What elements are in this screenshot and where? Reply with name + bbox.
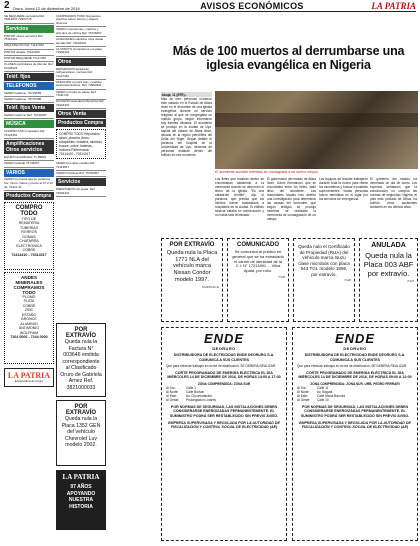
photo-detail [215,113,418,127]
box-ref: H.126 [344,279,351,282]
comunicado-box [227,238,289,322]
andes-minerales-box [4,272,54,364]
box-line: BRONCE [21,317,37,322]
box-line: ALUMINIO [20,321,38,326]
zone-row: Al Oeste: Calle 10 [297,398,329,403]
list-item: VENDO teléfono. 76723655 [4,91,54,97]
notice-cut: CORTE PROGRAMADO DE ENERGÍA ELÉCTRICA EL DÍA MIÉRCOLES 14 DE DICIEMBRE DE 2016, DE HORAS 14:00 A 17:00 [167,370,281,380]
list-item: PINTOR ofrece servicios Ref: 75410321 [4,34,54,44]
la-patria-logo-small [4,368,54,387]
category-heading: Amplificaciones Otros servicios [4,140,54,154]
section-title: AVISOS ECONÓMICOS [200,1,304,11]
list-item: VENDO bicicleta Ref: 76766057 [56,171,106,177]
category-heading: VARIOS [4,169,54,177]
page-header [4,0,416,12]
logo-subtitle: El periódico de Oruro [14,379,44,383]
zone-row: Al Este: Av. Circunvalación [166,394,213,399]
category-heading: TELEFONOS [4,82,54,90]
box-line: TIPO DE [21,217,37,221]
box-line: ZINC [24,308,34,313]
list-item: ALMACENES calzados ropa usada tiendas Ref: 72904331 [56,37,106,47]
list-item: VENDO teléfono Ref: 76746057 [4,113,54,119]
classifieds-column-1 [4,14,54,387]
box-body [7,217,51,257]
box-ref: H.124/TA-V1-13 [201,285,219,289]
list-item: VENDO impresiones, cuadros y artículos de oficina Ref: 76746057 [56,27,106,37]
box-body: Queda nula la Placa 003 ABF por extravío. [363,251,414,278]
news-text: El gobierno del estado ha decretado un día de duelo. Los expertos señalaron que la construcción no cumplía las normas de seguridad. Nigeria, el país más poblado de África, ha sufrido otros accidentes similares en los últimos años. [370,177,417,209]
news-column-2 [215,177,264,232]
box-line: REMATERIA [18,221,40,226]
category-heading: Teléf. fijos Venta [4,104,54,112]
list-item: VENDO prendas usadas Ref: 73113847 [56,161,106,171]
notice-zone: ZONA COMPRENDIDA: ZONA SUR. URB. PEDRO FERRARI [310,381,400,386]
logo-text: ENDE [334,331,376,346]
ende-notice-1 [161,327,287,541]
logo-subtitle: DEORURO [212,346,236,351]
news-column-3 [267,177,316,232]
box-title: COMPRO TODO [15,205,43,217]
box-line: WOLFRAM [19,330,39,335]
logo-subtitle: 97 AÑOS APOYANDO NUESTRA HISTORIA [66,484,96,510]
news-text: Los fieles que estaban dentro se encontraban asistiendo a la ceremonia cuando se derrumbó el techo de la iglesia. "Es una catástrofe terrible", dijo el portavoz, que precisó que los heridos fueron trasladados a hospitales de la ciudad. El edificio todavía estaba en construcción y no había sido terminado. [215,177,264,217]
box-title: POR EXTRAVÍO [65,404,97,416]
classifieds-column-2 [56,14,106,197]
category-heading: Productos Compra [4,192,54,200]
notice-closing: POR NORMAS DE SEGURIDAD, LAS INSTALACIONES DEBEN CONSIDERARSE ENERGIZADAS PERMANENTEMENTE. EL SUMINISTRO PODRÁ SER RESTABLECIDO SIN PREVIO AVISO. [300,404,410,418]
box-line: TUBERÍAS [20,225,38,230]
box-ref: H.127 [407,280,414,283]
news-dateline: Abuja, 11 (EFE).- [161,92,212,97]
notice-zone: ZONA COMPRENDIDA: ZONA SUR [197,381,251,386]
zone-row: Al Norte: Av. Bogotá [297,390,333,395]
news-column-1 [161,92,212,232]
box-body: Queda nulo el Certificado de Propiedad (RUA) del vehículo marca Isuzu clase microbús con placa 543 TGL modelo 1995, por extravío. [298,244,350,277]
box-line: ELECTRONICA [16,243,42,248]
anulada-box [359,238,418,322]
brand-logo: LA PATRIA [371,1,416,11]
certificado-box [293,238,355,322]
extravio-box-2 [56,400,106,466]
logo-subtitle: DEORURO [343,346,367,351]
box-body: Queda nula la Placa 1352 GEN del vehículo Chevrolet Luv modelo 2002. [61,416,101,448]
box-line: CHATARRA [19,239,39,244]
page-date: Oruro, lunes 12 de diciembre de 2016 [12,6,80,11]
news-text: Los equipos de rescate trabajaron durante toda la noche para retirar los escombros y buscar a posibles supervivientes. Varias personas fueron atendidas en el lugar por los servicios de emergencia. [319,177,368,201]
la-patria-anniversary-logo [56,470,106,530]
box-phone: 7264 0000 - 7244 0000 [10,335,48,340]
news-text: Más de cien personas murieron este sábado en el Estado de Akwa Ibom en el derrumbe de una iglesia evangélica durante un servicio religioso al que se congregaba un nutrido grupo, según informaron hoy fuentes oficiales. El accidente se produjo en la ciudad de Uyo, capital del estado de Akwa Ibom, situado en la región petrolífera del Delta del Níger. Según detalló el portavoz del hospital de la Universidad de Uyo, decenas de personas estaban dentro del edificio en ese momento. [161,97,212,157]
box-line: FIERROS [21,230,37,235]
box-line: COBRE [22,248,36,253]
category-heading: Productos Compra [56,119,106,127]
list-item: EQUIPO amplificador 71-89822 [4,155,54,161]
notice-footer: EMPRESA SUPERVISADA Y REGULADA POR LA AUTORIDAD DE FISCALIZACIÓN Y CONTROL SOCIAL DE ELECTRICIDAD (AE) [168,420,280,430]
box-body [7,295,51,340]
category-heading: Otros [56,58,106,66]
zone-row: Al Sur: Calle 11 [297,386,329,390]
zone-row: Al Este: Calle María Barzola [297,394,345,399]
list-item: VENDO hermosa teja de cerámica Sur, Oruro. Datos y precio al 72 3 43 40, 72421-31 [4,178,54,191]
ende-notice-2 [292,327,418,541]
page-number: 2 [4,0,10,11]
list-item: ATENCIÓN compra todo, muebles electrodomésticos. Ref: 72904331 [56,80,106,90]
notice-intro: Que para efectuar trabajos en la red de distribución, SE DEBERÁ REALIZAR: [166,364,277,369]
notice-intro: Que para efectuar trabajos en la red de distribución, SE DEBERÁ REALIZAR: [297,364,408,369]
box-title: ANDES MINERALES COMPRAMOS TODO [13,275,45,295]
list-item: REPARAMOS lavadoras, refrigeradores, cocinas Ref: 71147452 [56,67,106,80]
list-item: SE REQUIERE secretaria Ref: 76613847 72902775 [4,14,54,24]
box-line: PLOMO [22,295,36,299]
list-item: AL MINUTO Compramos oro plata 72904331 [56,47,106,57]
list-item: COMPRO DVD musicales Ref. 76123451 [4,129,54,139]
notice-title: DISTRIBUIDORA DE ELECTRICIDAD ENDE DEORURO S.A. COMUNICA A SUS CLIENTES [173,353,275,362]
photo-caption: El accidente sucedió mientras se consagraba a un nuevo obispo [215,170,318,174]
logo-text: LA PATRIA [7,371,51,380]
box-title: POR EXTRAVÍO [65,327,97,339]
category-heading: MÚSICA [4,120,54,128]
category-heading: Otros Venta [56,110,106,118]
news-column-5 [370,177,417,232]
compro-todo-box-2: COMPRO TODO Repuestos, tubos, plancha, fierro, colapsibles, chatarra, aluminio, bronce, cobre, baterías, motores Referencias: 72414410 - 70314017 [56,129,106,159]
list-item: ARQUITECTO Ref: 71147452 [4,44,54,50]
logo-text: LA PATRIA [62,473,100,481]
box-title: COMUNICADO [237,242,279,248]
list-item: VENDO prenda de paseo Ref: 71111722 [56,90,106,100]
zone-row: Al Norte: Calle Bolívar [166,390,205,395]
extravio-box-1 [56,323,106,397]
notice-title: DISTRIBUIDORA DE ELECTRICIDAD ENDE DEORURO S.A. COMUNICA A SUS CLIENTES [304,353,406,362]
list-item: CLASES particulares de Alemán Ref: 67228224 [4,62,54,72]
news-column-4 [319,177,368,232]
box-body: Queda nula la Factura N° 003646 emitida correspondiente al Clasificado Oruro de Gabriela Arnez Ref. 3821000033 [60,339,102,391]
zone-row: Al Oeste: Prolongación Linares [166,398,216,403]
list-item: VENDO teclado 76746057 [4,161,54,167]
logo-text: ENDE [203,331,245,346]
box-line: GOMAS [22,234,36,239]
category-heading: Servicios [4,25,54,33]
compro-todo-box [4,202,54,270]
box-line: ESTAÑO [21,312,37,317]
box-title: POR EXTRAVÍO [169,242,215,248]
news-headline: Más de 100 muertos al derrumbarse una iglesia evangélica en Nigeria [172,44,405,73]
box-line: COBRE [22,303,36,308]
list-item: VENDO teléfono. 78737480 [4,97,54,103]
extravio-placa-box [161,238,223,322]
notice-closing: POR NORMAS DE SEGURIDAD, LAS INSTALACIONES DEBEN CONSIDERARSE ENERGIZADAS PERMANENTEMENTE. EL SUMINISTRO PODRÁ SER RESTABLECIDO SIN PREVIO AVISO. [169,404,279,418]
news-text: El gobernador del estado de Akwa Ibom, Udom Emmanuel, que se encontraba entre los fieles, salió ileso del accidente. Las autoridades locales han abierto una investigación para determinar las causas del derrumbe, que según testigos se produjo mientras se realizaba la ceremonia de consagración de un obispo. [267,177,316,221]
list-item: COMPRAMOS TODO Repuestos, plancha, tubos, fierros y objetos diversos [56,14,106,27]
box-title: ANULADA [371,242,406,249]
list-item: PINTOR REQUIERE 77147452 [4,56,54,62]
box-body: Queda nula la Placa 1771 NLA del vehículo marca Nissan Condor modelo 1997. [166,250,218,283]
zone-row: Al Sur: Calle 1 [166,386,196,390]
category-heading: Teléf. fijos [4,73,54,81]
list-item: PRESTAMOS con joyas. Ref: 72904331 [56,187,106,197]
box-line: PLATA [23,299,35,304]
notice-cut: CORTE PROGRAMADO DE ENERGÍA ELÉCTRICA EL DÍA MIÉRCOLES 14 DE DICIEMBRE DE 2016, DE HORAS 09:00 A 12:00 [298,370,412,380]
news-photo [215,91,418,169]
category-heading: Servicios [56,178,106,186]
box-phone: 72414410 - 70314017 [11,252,47,257]
box-line: ANTIMONIO [18,326,40,331]
list-item: PINTOR alcalde 76101605 [4,50,54,56]
list-item: OCASIÓN lavandería Mendoza Ref: 72904331 [56,100,106,110]
box-body: Se comunica al público en general que se ha extraviado el carnet de identidad de la C.I. N° 17211891 ... Vilca Apala, por robo. [232,249,284,274]
notice-footer: EMPRESA SUPERVISADA Y REGULADA POR LA AUTORIDAD DE FISCALIZACIÓN Y CONTROL SOCIAL DE ELECTRICIDAD (AE) [299,420,411,430]
ende-logo [297,331,413,351]
ende-logo [166,331,282,351]
box-ref: H.125 [278,275,285,279]
